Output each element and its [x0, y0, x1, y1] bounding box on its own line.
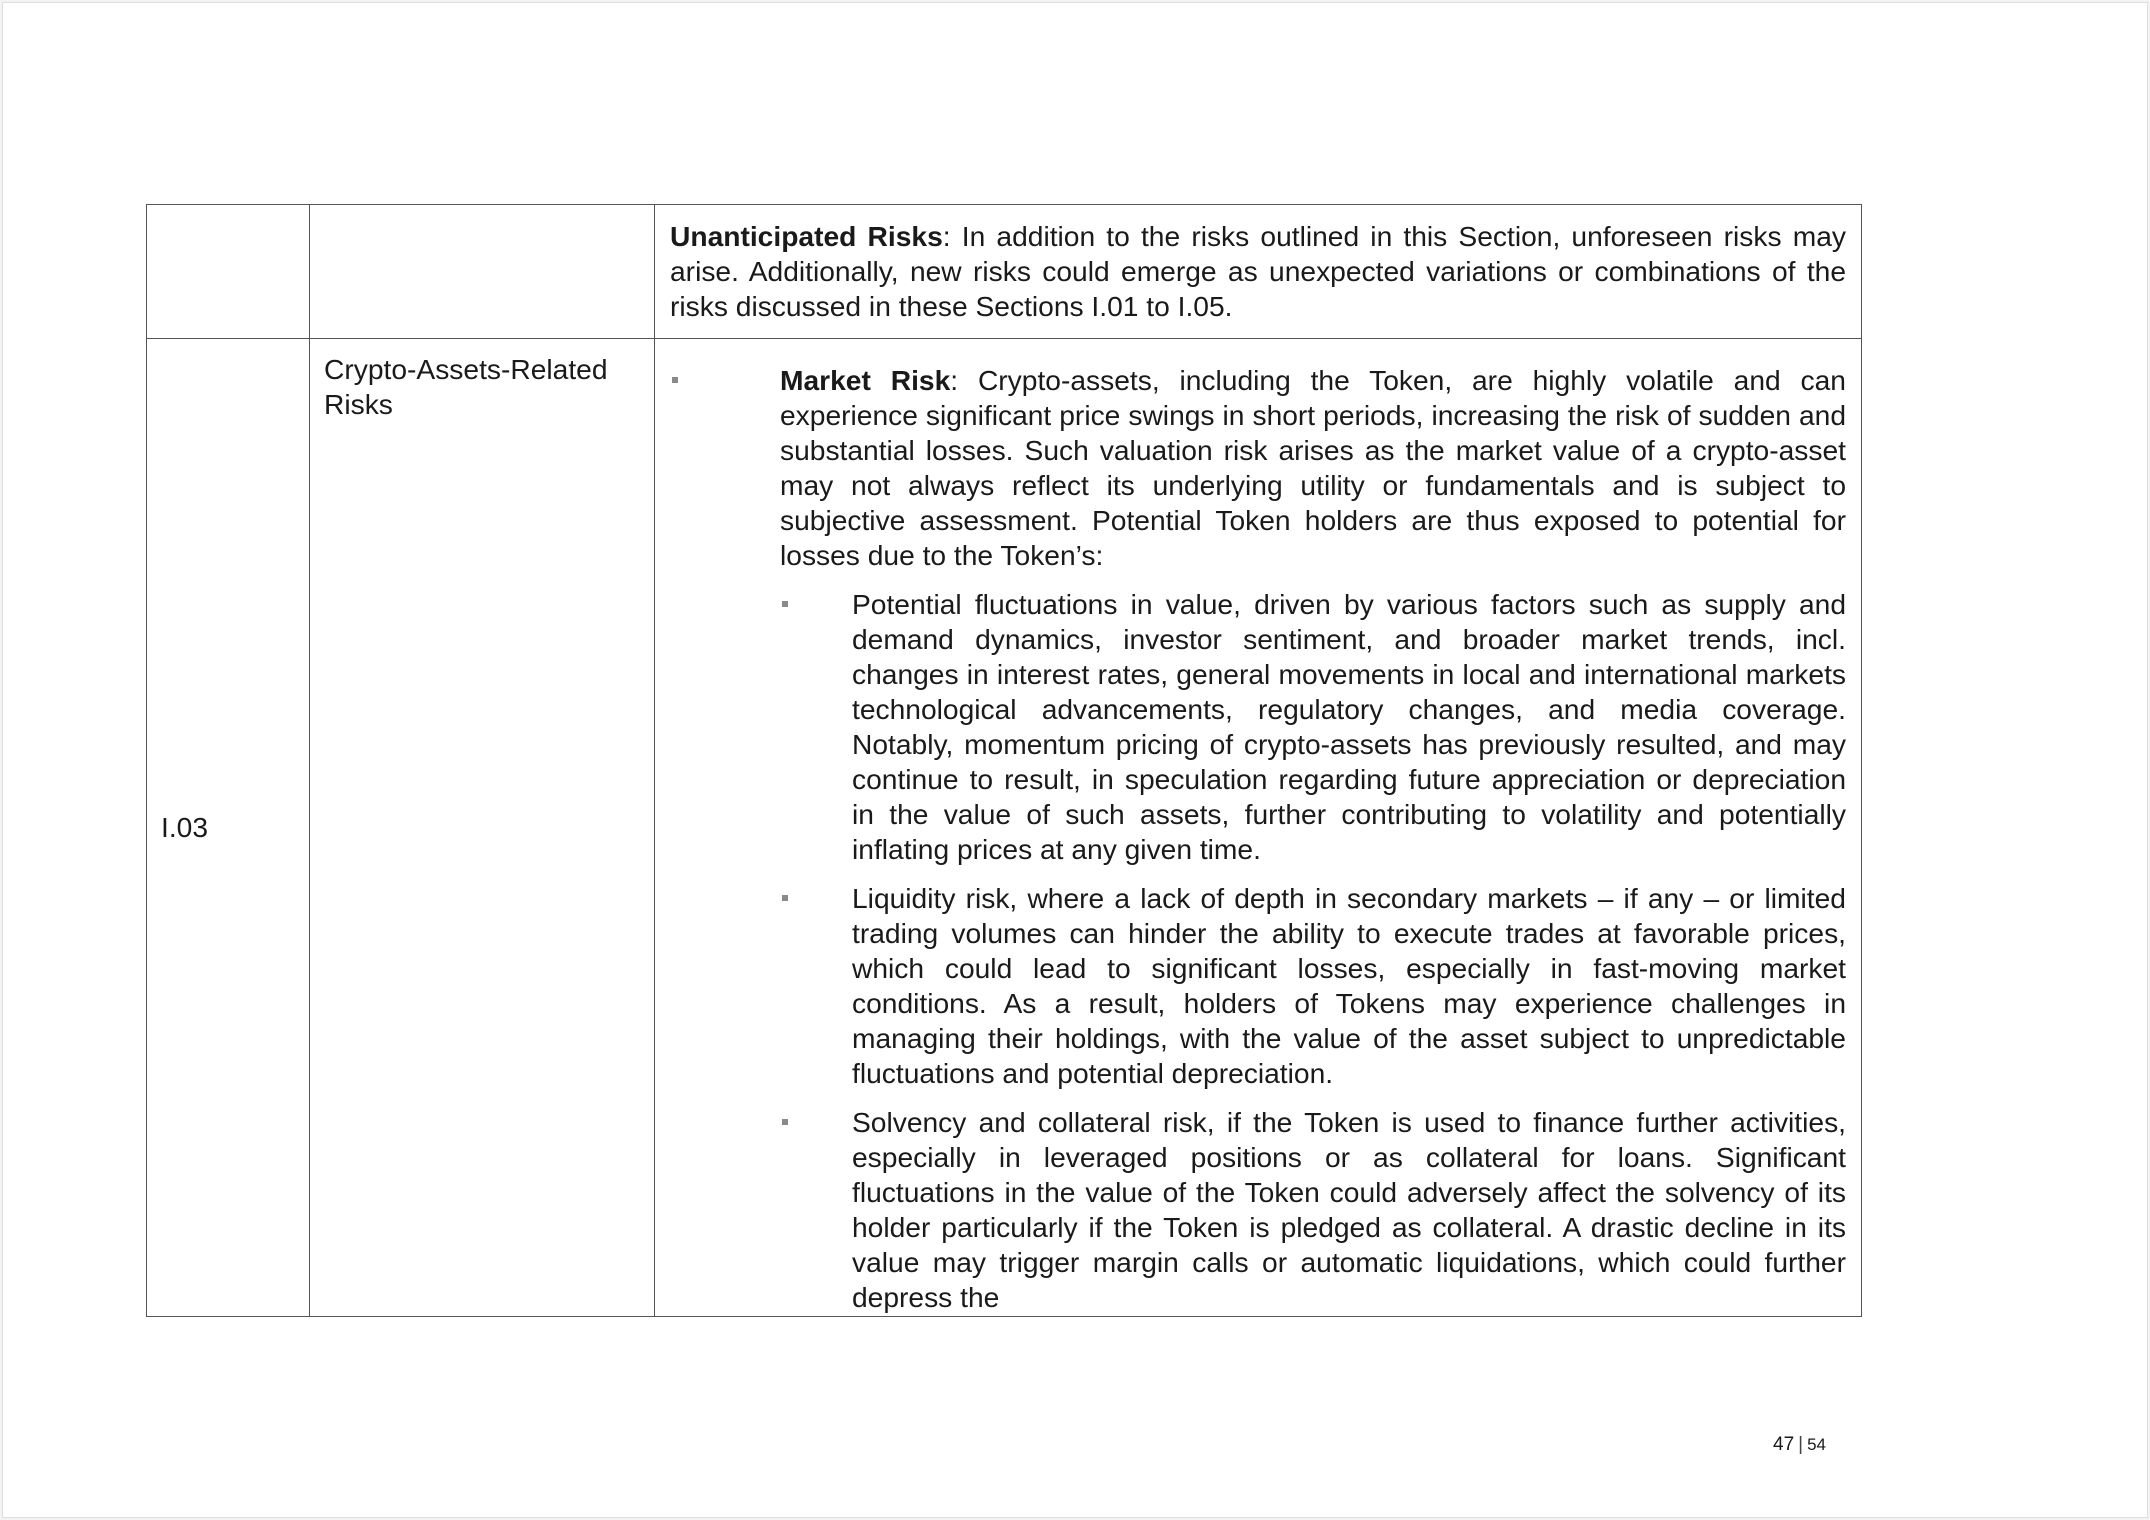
market-risk-heading: Market Risk	[780, 364, 951, 396]
description-cell	[655, 205, 1862, 339]
section-id-cell	[147, 339, 310, 1317]
category-label: Crypto-Assets-Related Risks	[324, 353, 608, 420]
sub-list-item	[780, 587, 1846, 867]
sub-list-item	[780, 1105, 1846, 1315]
market-risk-item	[670, 363, 1846, 573]
sub-item-text: Potential fluctuations in value, driven by various factors such as supply and demand dynamics, investor sentiment, and broader market trends, incl. changes in interest rates, general movements in local and international markets technological advancements, regulatory changes, and media coverage. Notably, momentum pricing of crypto-assets has previously resulted, and may continue to result, in speculation regarding future appreciation or depreciation in the value of such assets, further contributing to volatility and potentially inflating prices at any given time.	[852, 588, 1846, 865]
bullet-square-icon	[780, 881, 852, 1091]
unanticipated-risks-heading: Unanticipated Risks	[670, 220, 943, 252]
market-risk-text: : Crypto-assets, including the Token, are highly volatile and can experience significant price swings in short periods, increasing the risk of sudden and substantial losses. Such valuation risk arises as the market value of a crypto-asset may not always reflect its underlying utility or fundamentals and is subject to subjective assessment. Potential Token holders are thus exposed to potential for losses due to the Token’s:	[780, 364, 1846, 571]
unanticipated-risks-text: : In addition to the risks outlined in this Section, unforeseen risks may arise. Additionally, new risks could emerge as unexpected variations or combinations of the risks discussed in these Sections I.01 to I.05.	[670, 220, 1846, 322]
section-id: I.03	[161, 811, 209, 843]
bullet-square-icon	[780, 1105, 852, 1315]
bullet-square-icon	[780, 587, 852, 867]
current-page: 47	[1773, 1434, 1795, 1455]
category-cell-empty	[310, 205, 655, 339]
unanticipated-risks-paragraph	[656, 206, 1860, 337]
bullet-square-icon	[670, 363, 780, 573]
document-page	[2, 2, 2148, 1518]
page-separator: |	[1798, 1434, 1804, 1455]
description-cell	[655, 339, 1862, 1317]
table-row	[147, 339, 1862, 1317]
id-cell-empty	[147, 205, 310, 339]
category-cell	[310, 339, 655, 1317]
table-row	[147, 205, 1862, 339]
sub-item-text: Liquidity risk, where a lack of depth in secondary markets – if any – or limited trading volumes can hinder the ability to execute trades at favorable prices, which could lead to significant losses, especially in fast-moving market conditions. As a result, holders of Tokens may experience challenges in managing their holdings, with the value of the asset subject to unpredictable fluctuations and potential depreciation.	[852, 882, 1846, 1089]
sub-list-item	[780, 881, 1846, 1091]
sub-item-text: Solvency and collateral risk, if the Token is used to finance further activities, especially in leveraged positions or as collateral for loans. Significant fluctuations in the value of the Token could adversely affect the solvency of its holder particularly if the Token is pledged as collateral. A drastic decline in its value may trigger margin calls or automatic liquidations, which could further depress the	[852, 1106, 1846, 1313]
page-number	[1773, 1434, 1826, 1456]
total-pages: 54	[1807, 1435, 1826, 1454]
risk-table	[146, 204, 1862, 1317]
